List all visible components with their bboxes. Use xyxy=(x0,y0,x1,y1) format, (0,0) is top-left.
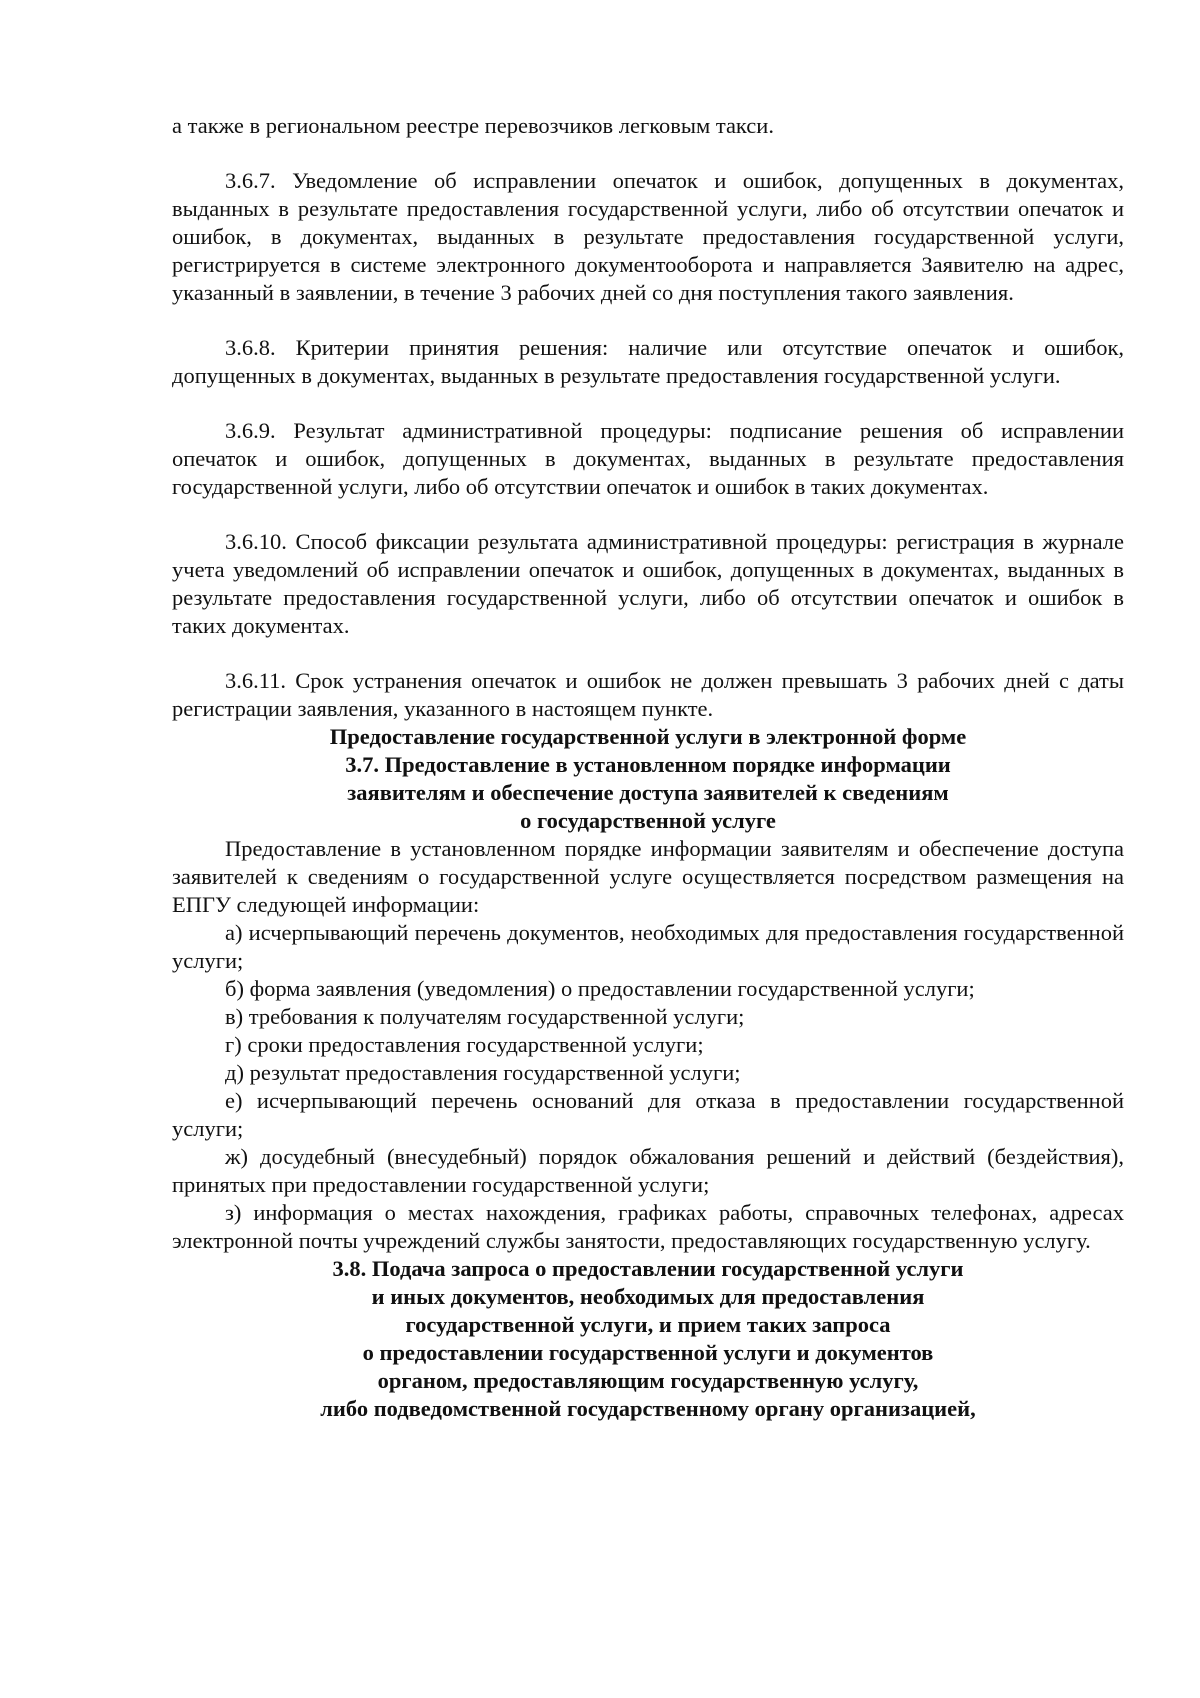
heading-3-8 xyxy=(172,1255,1124,1423)
heading-3-8-line: органом, предоставляющим государственную услугу, xyxy=(377,1368,919,1393)
list-item-d: д) результат предоставления государственной услуги; xyxy=(225,1060,741,1085)
list-item-zh: ж) досудебный (внесудебный) порядок обжалования решений и действий (бездействия), принятых при предоставлении государственной услуги; xyxy=(172,1144,1124,1197)
document-page xyxy=(172,112,1124,1423)
paragraph-3-6-9: 3.6.9. Результат административной процедуры: подписание решения об исправлении опечаток и ошибок, допущенных в документах, выданных в результате предоставления государственной услуги, либо об отсутствии опечаток и ошибок в таких документах. xyxy=(172,418,1124,499)
list-item-a: а) исчерпывающий перечень документов, необходимых для предоставления государственной услуги; xyxy=(172,920,1124,973)
paragraph-3-6-11: 3.6.11. Срок устранения опечаток и ошибок не должен превышать 3 рабочих дней с даты регистрации заявления, указанного в настоящем пункте. xyxy=(172,668,1124,721)
heading-3-7-line: заявителям и обеспечение доступа заявителей к сведениям xyxy=(347,780,949,805)
list-item-e: е) исчерпывающий перечень оснований для отказа в предоставлении государственной услуги; xyxy=(172,1088,1124,1141)
list-item-z: з) информация о местах нахождения, графиках работы, справочных телефонах, адресах электронной почты учреждений службы занятости, предоставляющих государственную услугу. xyxy=(172,1200,1124,1253)
paragraph-3-6-8: 3.6.8. Критерии принятия решения: наличие или отсутствие опечаток и ошибок, допущенных в документах, выданных в результате предоставления государственной услуги. xyxy=(172,335,1124,388)
heading-3-7 xyxy=(172,751,1124,835)
list-item-g: г) сроки предоставления государственной услуги; xyxy=(225,1032,704,1057)
heading-3-8-line: либо подведомственной государственному органу организацией, xyxy=(320,1396,976,1421)
paragraph-intro: а также в региональном реестре перевозчиков легковым такси. xyxy=(172,113,774,138)
heading-3-7-line: о государственной услуге xyxy=(520,808,776,833)
heading-3-8-line: государственной услуги, и прием таких запроса xyxy=(405,1312,891,1337)
list-item-v: в) требования к получателям государственной услуги; xyxy=(225,1004,745,1029)
heading-3-8-line: 3.8. Подача запроса о предоставлении государственной услуги xyxy=(332,1256,964,1281)
paragraph-3-7-intro: Предоставление в установленном порядке информации заявителям и обеспечение доступа заявителей к сведениям о государственной услуге осуществляется посредством размещения на ЕПГУ следующей информации: xyxy=(172,836,1124,917)
heading-3-7-line: 3.7. Предоставление в установленном порядке информации xyxy=(345,752,951,777)
paragraph-3-6-7: 3.6.7. Уведомление об исправлении опечаток и ошибок, допущенных в документах, выданных в результате предоставления государственной услуги, либо об отсутствии опечаток и ошибок, в документах, выданных в результате предоставления государственной услуги, регистрируется в системе электронного документооборота и направляется Заявителю на адрес, указанный в заявлении, в течение 3 рабочих дней со дня поступления такого заявления. xyxy=(172,168,1124,305)
heading-3-8-line: и иных документов, необходимых для предоставления xyxy=(371,1284,925,1309)
section-heading: Предоставление государственной услуги в электронной форме xyxy=(329,724,967,749)
paragraph-3-6-10: 3.6.10. Способ фиксации результата административной процедуры: регистрация в журнале учета уведомлений об исправлении опечаток и ошибок, допущенных в документах, выданных в результате предоставления государственной услуги, либо об отсутствии опечаток и ошибок в таких документах. xyxy=(172,529,1124,638)
heading-3-8-line: о предоставлении государственной услуги и документов xyxy=(362,1340,934,1365)
list-item-b: б) форма заявления (уведомления) о предоставлении государственной услуги; xyxy=(225,976,975,1001)
